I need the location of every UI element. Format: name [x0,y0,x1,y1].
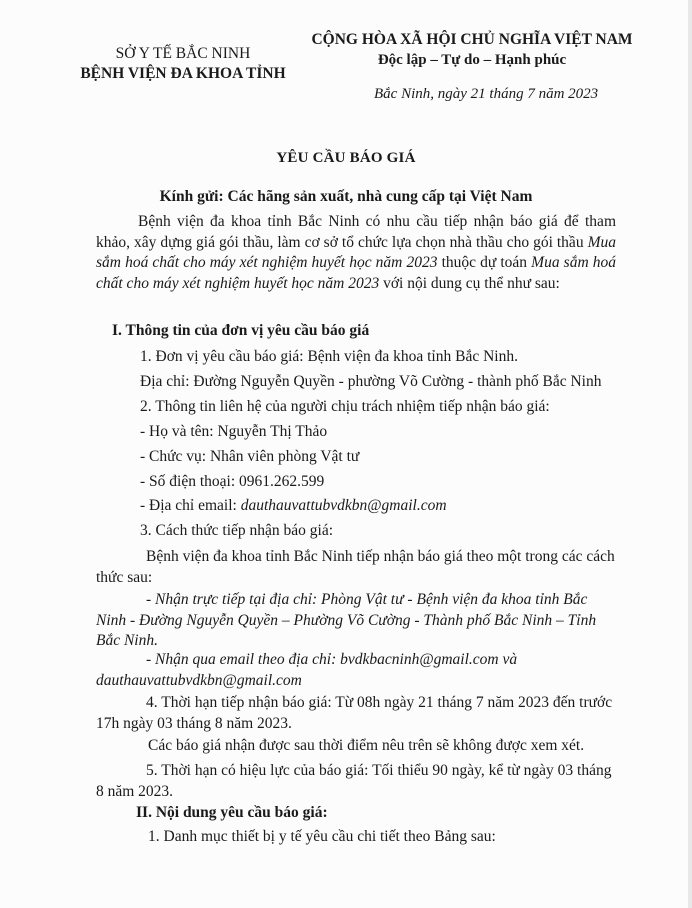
intro-paragraph [96,212,616,294]
receipt-deadline: 4. Thời hạn tiếp nhận báo giá: Từ 08h ngày 21 tháng 7 năm 2023 đến trước 17h ngày 03 tháng 8 năm 2023. [96,694,613,732]
agency-line-2: BỆNH VIỆN ĐA KHOA TỈNH [80,65,286,82]
agency-header [78,44,288,84]
receipt-method-direct: - Nhận trực tiếp tại địa chỉ: Phòng Vật tư - Bệnh viện đa khoa tỉnh Bắc Ninh - Đường Nguyễn Quyền – Phường Võ Cường - Thành phố Bắc Ninh – Tỉnh Bắc Ninh. [96,591,597,649]
intro-part-1: Bệnh viện đa khoa tỉnh Bắc Ninh có nhu cầu tiếp nhận báo giá để tham khảo, xây dựng giá gói thầu, làm cơ sở tổ chức lựa chọn nhà thầu cho gói thầu [96,213,616,251]
document-title: YÊU CẦU BÁO GIÁ [276,150,416,166]
date-line: Bắc Ninh, ngày 21 tháng 7 năm 2023 [374,86,599,102]
contact-email [140,497,447,515]
device-list-note: 1. Danh mục thiết bị y tế yêu cầu chi tiết theo Bảng sau: [148,828,496,845]
estimate-name: Mua sắm hoá chất cho máy xét nghiệm huyết học năm 2023 [96,254,616,292]
contact-name: - Họ và tên: Nguyễn Thị Thảo [140,423,328,440]
contact-position: - Chức vụ: Nhân viên phòng Vật tư [140,448,360,465]
intro-part-3: với nội dung cụ thể như sau: [379,274,560,292]
requester-unit: 1. Đơn vị yêu cầu báo giá: Bệnh viện đa khoa tỉnh Bắc Ninh. [140,348,518,365]
agency-line-1: SỞ Y TẾ BẮC NINH [115,45,251,62]
receipt-method-email: - Nhận qua email theo địa chỉ: bvdkbacninh@gmail.com và dauthauvattubvdkbn@gmail.com [96,651,518,689]
receipt-methods-intro: Bệnh viện đa khoa tỉnh Bắc Ninh tiếp nhận báo giá theo một trong các cách thức sau: [96,548,615,586]
contact-email-label: - Địa chỉ email: [140,497,241,514]
scan-edge [688,0,692,908]
receipt-methods-heading: 3. Cách thức tiếp nhận báo giá: [140,522,334,539]
contact-phone: - Số điện thoại: 0961.262.599 [140,473,325,490]
package-name: Mua sắm hoá chất cho máy xét nghiệm huyết học năm 2023 [96,233,616,271]
intro-part-2: thuộc dự toán [437,254,532,271]
quote-validity: 5. Thời hạn có hiệu lực của báo giá: Tối thiểu 90 ngày, kể từ ngày 03 tháng 8 năm 2023. [96,762,612,800]
requester-address: Địa chỉ: Đường Nguyễn Quyền - phường Võ Cường - thành phố Bắc Ninh [140,373,602,390]
section-2-heading: II. Nội dung yêu cầu báo giá: [136,804,328,821]
nation-line-1: CỘNG HÒA XÃ HỘI CHỦ NGHĨA VIỆT NAM [311,31,633,48]
recipient-line: Kính gửi: Các hãng sản xuất, nhà cung cấp tại Việt Nam [159,188,533,205]
section-1-heading: I. Thông tin của đơn vị yêu cầu báo giá [112,322,370,339]
contact-email-value[interactable]: dauthauvattubvdkbn@gmail.com [240,497,447,514]
nation-motto: Độc lập – Tự do – Hạnh phúc [377,52,567,68]
national-header [302,30,642,70]
late-quote-note: Các báo giá nhận được sau thời điểm nêu trên sẽ không được xem xét. [148,737,585,754]
contact-info-heading: 2. Thông tin liên hệ của người chịu trách nhiệm tiếp nhận báo giá: [140,398,550,415]
